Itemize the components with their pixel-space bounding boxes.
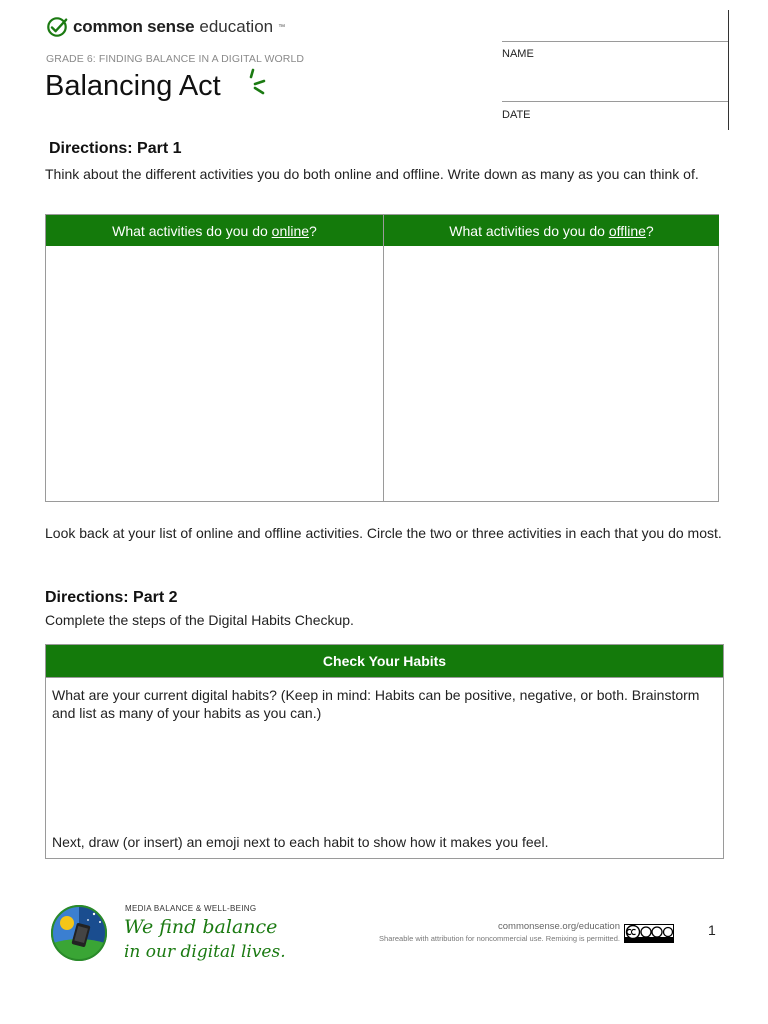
brand-trademark: ™ bbox=[278, 23, 286, 31]
habits-table bbox=[45, 644, 724, 859]
part2-instructions: Complete the steps of the Digital Habits Checkup. bbox=[45, 612, 354, 628]
name-line[interactable] bbox=[502, 41, 728, 42]
brand-suffix: education bbox=[199, 17, 274, 36]
habits-table-header: Check Your Habits bbox=[46, 645, 723, 677]
footer-slogan-line1: We find balance bbox=[124, 916, 278, 938]
page-title: Balancing Act bbox=[45, 70, 221, 102]
habits-field[interactable] bbox=[46, 677, 723, 858]
balance-badge-icon bbox=[50, 904, 108, 962]
footer-url[interactable]: commonsense.org/education bbox=[498, 921, 620, 932]
part1-followup: Look back at your list of online and offline activities. Circle the two or three activities in each that you do most. bbox=[45, 525, 722, 541]
habits-prompt: What are your current digital habits? (Keep in mind: Habits can be positive, negative, or both. Brainstorm and list as many of your habits as you can.) bbox=[52, 687, 700, 721]
brand-name: common sense bbox=[73, 17, 195, 36]
name-label: NAME bbox=[502, 48, 534, 60]
date-line[interactable] bbox=[502, 101, 728, 102]
page-number: 1 bbox=[708, 922, 716, 938]
creative-commons-icon bbox=[624, 924, 674, 943]
footer-slogan-line2: in our digital lives. bbox=[124, 942, 286, 962]
habits-next-step: Next, draw (or insert) an emoji next to each habit to show how it makes you feel. bbox=[52, 834, 549, 850]
online-column-header: What activities do you do online ? bbox=[46, 215, 383, 246]
sparkle-icon bbox=[246, 66, 270, 100]
footer-category: MEDIA BALANCE & WELL-BEING bbox=[125, 904, 257, 913]
date-label: DATE bbox=[502, 109, 531, 121]
brand-logo bbox=[46, 16, 285, 38]
activities-table bbox=[45, 214, 719, 502]
part2-heading: Directions: Part 2 bbox=[45, 589, 178, 606]
online-activities-field[interactable] bbox=[46, 246, 383, 501]
offline-activities-field[interactable] bbox=[384, 246, 718, 501]
name-date-box bbox=[502, 10, 729, 130]
part1-instructions: Think about the different activities you do both online and offline. Write down as many as you can think of. bbox=[45, 166, 699, 182]
offline-column-header: What activities do you do offline ? bbox=[384, 215, 719, 246]
part1-heading: Directions: Part 1 bbox=[49, 140, 182, 157]
footer-license: Shareable with attribution for noncommercial use. Remixing is permitted. bbox=[379, 934, 620, 943]
checkmark-circle-icon bbox=[46, 16, 68, 38]
grade-line: GRADE 6: FINDING BALANCE IN A DIGITAL WORLD bbox=[46, 53, 305, 65]
